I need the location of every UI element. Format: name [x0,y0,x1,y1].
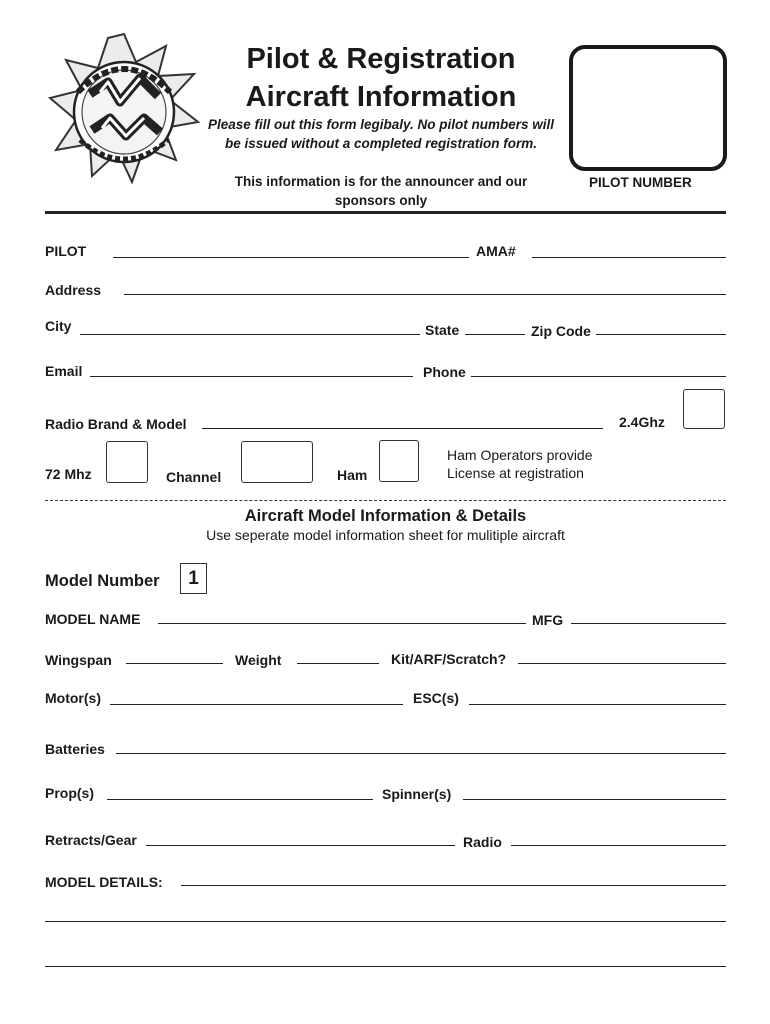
motor-field[interactable] [110,704,403,705]
kit-field[interactable] [518,663,726,664]
model-name-label: MODEL NAME [45,611,141,627]
spinner-label: Spinner(s) [382,786,452,802]
mfg-label: MFG [532,612,564,628]
ham-note-line2: License at registration [447,465,584,481]
ama-field[interactable] [532,257,726,258]
email-field[interactable] [90,376,413,377]
zip-label: Zip Code [531,323,591,339]
event-logo [48,32,200,184]
city-field[interactable] [80,334,420,335]
phone-label: Phone [423,364,466,380]
kit-label: Kit/ARF/Scratch? [391,651,507,667]
wingspan-label: Wingspan [45,652,112,668]
model-number-box: 1 [180,563,207,594]
model-radio-label: Radio [463,834,502,850]
esc-label: ESC(s) [413,690,459,706]
spinner-field[interactable] [463,799,726,800]
address-field[interactable] [124,294,726,295]
pilot-number-label: PILOT NUMBER [589,175,692,190]
header-divider [45,211,726,214]
form-title-line1: Pilot & Registration [246,43,516,75]
weight-label: Weight [235,652,282,668]
model-details-label: MODEL DETAILS: [45,874,163,890]
channel-box[interactable] [241,441,313,483]
aircraft-section-subtitle: Use seperate model information sheet for mulitiple aircraft [206,527,565,543]
batteries-label: Batteries [45,741,105,757]
model-details-field[interactable] [181,885,726,886]
city-label: City [45,318,72,334]
radio-brand-label: Radio Brand & Model [45,416,187,432]
ama-label: AMA# [476,243,516,259]
ghz-checkbox[interactable] [683,389,725,429]
prop-field[interactable] [107,799,373,800]
pilot-label: PILOT [45,243,87,259]
model-number-label: Model Number [45,572,160,590]
state-field[interactable] [465,334,525,335]
weight-field[interactable] [297,663,379,664]
mfg-field[interactable] [571,623,726,624]
prop-label: Prop(s) [45,785,94,801]
form-instructions: Please fill out this form legibaly. No pilot numbers will be issued without a completed registration form. [207,117,555,151]
aircraft-section-title: Aircraft Model Information & Details [244,507,527,525]
wingspan-field[interactable] [126,663,223,664]
retracts-field[interactable] [146,845,455,846]
motor-label: Motor(s) [45,690,101,706]
model-radio-field[interactable] [511,845,726,846]
section-divider [45,500,726,501]
email-label: Email [45,363,83,379]
model-details-line-2[interactable] [45,921,726,922]
ham-note-line1: Ham Operators provide [447,447,593,463]
esc-field[interactable] [469,704,726,705]
retracts-label: Retracts/Gear [45,832,137,848]
mhz-label: 72 Mhz [45,466,92,482]
channel-label: Channel [166,469,222,485]
pilot-field[interactable] [113,257,469,258]
pilot-number-box[interactable] [569,45,727,171]
model-name-field[interactable] [158,623,526,624]
batteries-field[interactable] [116,753,726,754]
phone-field[interactable] [471,376,726,377]
ghz-label: 2.4Ghz [619,414,665,430]
mhz-checkbox[interactable] [106,441,148,483]
ham-checkbox[interactable] [379,440,419,482]
zip-field[interactable] [596,334,726,335]
state-label: State [425,322,460,338]
model-details-line-3[interactable] [45,966,726,967]
form-title-line2: Aircraft Information [245,81,517,113]
radio-brand-field[interactable] [202,428,603,429]
form-announcer-note: This information is for the announcer and our sponsors only [234,174,528,208]
address-label: Address [45,282,102,298]
ham-label: Ham [337,467,368,483]
